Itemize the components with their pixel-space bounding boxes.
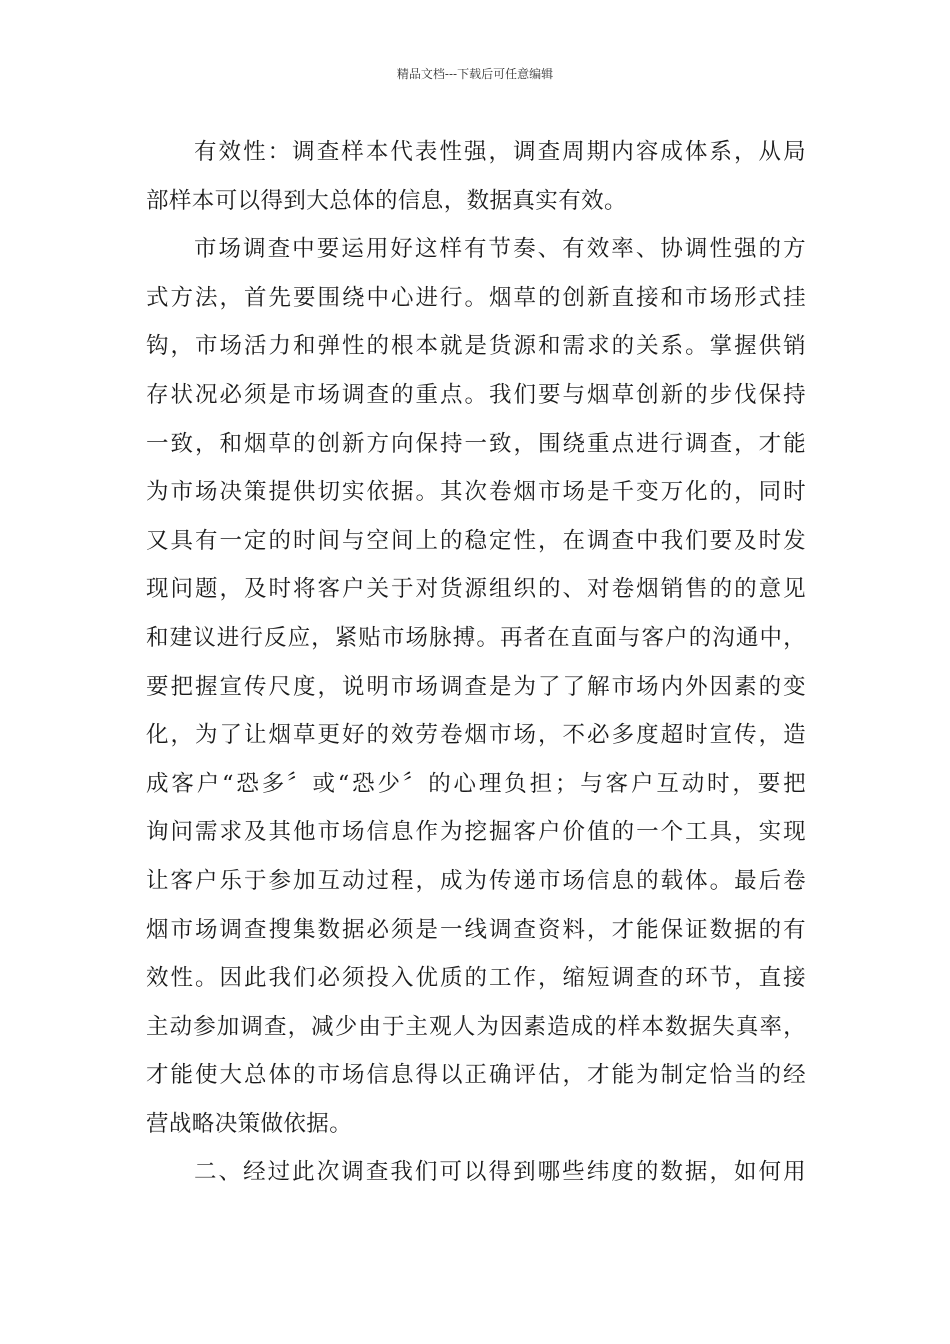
text-line: 存状况必须是市场调查的重点。我们要与烟草创新的步伐保持	[146, 381, 806, 408]
text-line: 询问需求及其他市场信息作为挖掘客户价值的一个工具，实现	[146, 819, 806, 846]
text-line: 又具有一定的时间与空间上的稳定性，在调查中我们要及时发	[146, 527, 806, 554]
text-line: 式方法，首先要围绕中心进行。烟草的创新直接和市场形式挂	[146, 284, 806, 311]
text-line: 烟市场调查搜集数据必须是一线调查资料，才能保证数据的有	[146, 916, 806, 943]
text-line: 主动参加调查，减少由于主观人为因素造成的样本数据失真率，	[146, 1013, 806, 1040]
text-line: 为市场决策提供切实依据。其次卷烟市场是千变万化的，同时	[146, 479, 806, 506]
text-line: 一致，和烟草的创新方向保持一致，围绕重点进行调查，才能	[146, 430, 806, 457]
text-line: 二、经过此次调查我们可以得到哪些纬度的数据，如何用	[194, 1159, 806, 1186]
text-line: 让客户乐于参加互动过程，成为传递市场信息的载体。最后卷	[146, 867, 806, 894]
page-header: 精品文档---下载后可任意编辑	[396, 67, 554, 81]
text-line: 钩，市场活力和弹性的根本就是货源和需求的关系。掌握供销	[146, 333, 806, 360]
text-line: 要把握宣传尺度，说明市场调查是为了了解市场内外因素的变	[146, 673, 806, 700]
text-line: 成客户“恐多〞或“恐少〞的心理负担；与客户互动时，要把	[146, 770, 806, 797]
text-line: 才能使大总体的市场信息得以正确评估，才能为制定恰当的经	[146, 1062, 806, 1089]
text-line: 营战略决策做依据。	[146, 1110, 353, 1137]
text-line: 有效性：调查样本代表性强，调查周期内容成体系，从局	[194, 139, 806, 165]
text-line: 部样本可以得到大总体的信息，数据真实有效。	[146, 187, 627, 214]
text-line: 市场调查中要运用好这样有节奏、有效率、协调性强的方	[194, 236, 806, 263]
text-line: 和建议进行反应，紧贴市场脉搏。再者在直面与客户的沟通中，	[146, 624, 806, 651]
paragraph-market-survey	[146, 225, 806, 1148]
text-line: 化，为了让烟草更好的效劳卷烟市场，不必多度超时宣传，造	[146, 722, 806, 749]
paragraph-validity	[146, 128, 806, 225]
document-body	[146, 128, 806, 1197]
paragraph-section-two	[146, 1148, 806, 1197]
text-line: 效性。因此我们必须投入优质的工作，缩短调查的环节，直接	[146, 965, 806, 992]
text-line: 现问题，及时将客户关于对货源组织的、对卷烟销售的的意见	[146, 576, 806, 603]
